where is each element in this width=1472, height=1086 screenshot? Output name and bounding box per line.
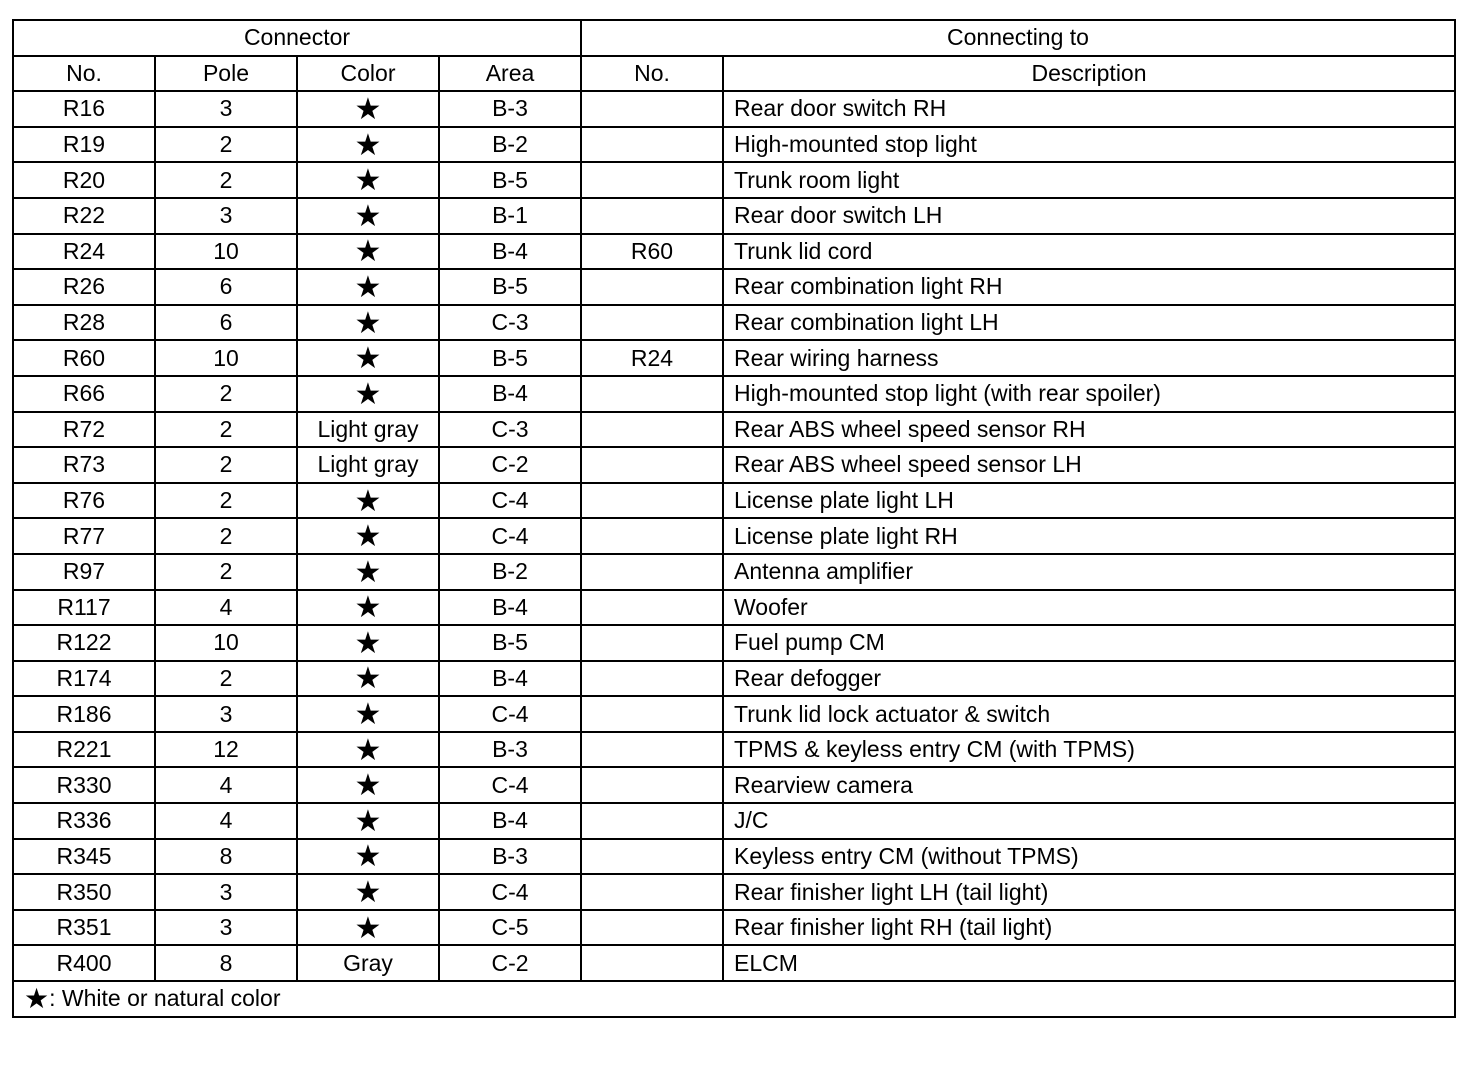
color-cell (297, 767, 439, 803)
description-cell: Keyless entry CM (without TPMS) (723, 839, 1455, 875)
table-row (13, 447, 1455, 483)
table-row (13, 518, 1455, 554)
star-icon: ★ (354, 342, 382, 376)
description-cell: J/C (723, 803, 1455, 839)
pole-cell: 4 (155, 590, 297, 626)
color-cell (297, 590, 439, 626)
area-cell: C-3 (439, 305, 581, 341)
table-body (13, 91, 1455, 981)
color-cell (297, 518, 439, 554)
pole-cell: 2 (155, 162, 297, 198)
color-cell: Light gray (297, 447, 439, 483)
description-cell: Rear door switch RH (723, 91, 1455, 127)
color-cell (297, 732, 439, 768)
table-row (13, 732, 1455, 768)
star-icon: ★ (354, 804, 382, 838)
description-cell: Rear finisher light RH (tail light) (723, 910, 1455, 946)
area-cell: B-4 (439, 590, 581, 626)
pole-cell: 3 (155, 91, 297, 127)
color-cell (297, 554, 439, 590)
connecting-no-cell (581, 483, 723, 519)
pole-cell: 6 (155, 269, 297, 305)
area-cell: B-4 (439, 234, 581, 270)
connector-no-cell: R186 (13, 696, 155, 732)
connector-no-cell: R174 (13, 661, 155, 697)
description-cell: Trunk room light (723, 162, 1455, 198)
star-icon: ★ (354, 876, 382, 910)
connector-no-cell: R20 (13, 162, 155, 198)
area-cell: C-4 (439, 483, 581, 519)
connecting-no-cell (581, 590, 723, 626)
connecting-no-cell (581, 945, 723, 981)
area-cell: B-3 (439, 91, 581, 127)
area-cell: C-3 (439, 412, 581, 448)
color-cell (297, 839, 439, 875)
area-cell: B-5 (439, 269, 581, 305)
area-column-header: Area (439, 56, 581, 92)
connector-no-cell: R60 (13, 340, 155, 376)
description-cell: Trunk lid cord (723, 234, 1455, 270)
pole-cell: 3 (155, 696, 297, 732)
legend-text: : White or natural color (49, 984, 281, 1011)
pole-column-header: Pole (155, 56, 297, 92)
table-row (13, 162, 1455, 198)
table-row (13, 696, 1455, 732)
pole-cell: 10 (155, 234, 297, 270)
table-row (13, 839, 1455, 875)
pole-cell: 12 (155, 732, 297, 768)
connecting-no-cell (581, 447, 723, 483)
color-cell (297, 127, 439, 163)
connecting-no-cell: R60 (581, 234, 723, 270)
table-row (13, 803, 1455, 839)
area-cell: C-4 (439, 767, 581, 803)
star-icon: ★ (354, 164, 382, 198)
star-icon: ★ (354, 698, 382, 732)
star-icon: ★ (354, 306, 382, 340)
connecting-no-cell (581, 839, 723, 875)
area-cell: B-2 (439, 127, 581, 163)
star-icon: ★ (354, 235, 382, 269)
connecting-no-cell (581, 767, 723, 803)
area-cell: B-5 (439, 625, 581, 661)
connector-no-cell: R22 (13, 198, 155, 234)
star-icon: ★ (24, 982, 50, 1014)
area-cell: B-4 (439, 803, 581, 839)
star-icon: ★ (354, 520, 382, 554)
connector-no-cell: R73 (13, 447, 155, 483)
pole-cell: 3 (155, 198, 297, 234)
connecting-no-cell (581, 661, 723, 697)
connecting-no-cell (581, 412, 723, 448)
color-cell: Gray (297, 945, 439, 981)
connecting-no-cell (581, 874, 723, 910)
color-cell (297, 696, 439, 732)
area-cell: C-2 (439, 945, 581, 981)
description-cell: Antenna amplifier (723, 554, 1455, 590)
table-row (13, 91, 1455, 127)
connector-no-cell: R19 (13, 127, 155, 163)
table-row (13, 767, 1455, 803)
color-cell (297, 269, 439, 305)
pole-cell: 2 (155, 483, 297, 519)
description-cell: License plate light RH (723, 518, 1455, 554)
color-cell (297, 340, 439, 376)
table-row (13, 590, 1455, 626)
color-cell (297, 910, 439, 946)
description-cell: Woofer (723, 590, 1455, 626)
connector-no-cell: R122 (13, 625, 155, 661)
connector-no-cell: R350 (13, 874, 155, 910)
connecting-no-cell (581, 518, 723, 554)
star-icon: ★ (354, 840, 382, 874)
table-row (13, 483, 1455, 519)
description-cell: Rear combination light RH (723, 269, 1455, 305)
pole-cell: 6 (155, 305, 297, 341)
description-cell: Rear wiring harness (723, 340, 1455, 376)
connector-no-cell: R97 (13, 554, 155, 590)
table-row (13, 269, 1455, 305)
connector-table (12, 19, 1456, 1018)
description-cell: TPMS & keyless entry CM (with TPMS) (723, 732, 1455, 768)
connector-no-cell: R66 (13, 376, 155, 412)
description-cell: License plate light LH (723, 483, 1455, 519)
connector-no-cell: R16 (13, 91, 155, 127)
connector-no-cell: R221 (13, 732, 155, 768)
color-cell (297, 234, 439, 270)
pole-cell: 3 (155, 910, 297, 946)
color-cell: Light gray (297, 412, 439, 448)
star-icon: ★ (354, 128, 382, 162)
color-cell (297, 376, 439, 412)
pole-cell: 10 (155, 625, 297, 661)
connector-no-cell: R26 (13, 269, 155, 305)
description-cell: High-mounted stop light (723, 127, 1455, 163)
description-cell: Fuel pump CM (723, 625, 1455, 661)
connecting-no-cell (581, 305, 723, 341)
star-icon: ★ (354, 92, 382, 126)
star-icon: ★ (354, 199, 382, 233)
no-column-header: No. (13, 56, 155, 92)
connector-no-cell: R24 (13, 234, 155, 270)
connector-no-cell: R77 (13, 518, 155, 554)
description-cell: ELCM (723, 945, 1455, 981)
star-icon: ★ (354, 591, 382, 625)
area-cell: C-4 (439, 518, 581, 554)
pole-cell: 2 (155, 518, 297, 554)
connecting-no-cell (581, 269, 723, 305)
table-row (13, 198, 1455, 234)
table-row (13, 340, 1455, 376)
star-icon: ★ (354, 377, 382, 411)
table-row (13, 661, 1455, 697)
description-cell: Rear combination light LH (723, 305, 1455, 341)
connecting-no-cell: R24 (581, 340, 723, 376)
color-cell (297, 483, 439, 519)
connector-no-cell: R117 (13, 590, 155, 626)
description-cell: Rear door switch LH (723, 198, 1455, 234)
table-row (13, 234, 1455, 270)
connecting-no-cell (581, 803, 723, 839)
table-row (13, 127, 1455, 163)
star-icon: ★ (354, 626, 382, 660)
description-cell: Rear defogger (723, 661, 1455, 697)
connector-no-cell: R28 (13, 305, 155, 341)
connector-no-cell: R336 (13, 803, 155, 839)
color-column-header: Color (297, 56, 439, 92)
connecting-no-cell (581, 198, 723, 234)
pole-cell: 2 (155, 412, 297, 448)
area-cell: C-5 (439, 910, 581, 946)
area-cell: B-5 (439, 340, 581, 376)
pole-cell: 2 (155, 554, 297, 590)
area-cell: B-5 (439, 162, 581, 198)
pole-cell: 4 (155, 767, 297, 803)
description-column-header: Description (723, 56, 1455, 92)
color-cell (297, 91, 439, 127)
connecting-no-cell (581, 696, 723, 732)
area-cell: B-3 (439, 732, 581, 768)
star-icon: ★ (354, 555, 382, 589)
connecting-no-cell (581, 554, 723, 590)
area-cell: B-3 (439, 839, 581, 875)
connector-no-cell: R400 (13, 945, 155, 981)
connecting-no-cell (581, 376, 723, 412)
pole-cell: 2 (155, 376, 297, 412)
area-cell: B-2 (439, 554, 581, 590)
table-row (13, 874, 1455, 910)
connecting-no-cell (581, 910, 723, 946)
footer-row (13, 981, 1455, 1017)
connector-group-header: Connector (13, 20, 581, 56)
description-cell: Trunk lid lock actuator & switch (723, 696, 1455, 732)
table-row (13, 554, 1455, 590)
connecting-no-cell (581, 625, 723, 661)
connector-no-cell: R345 (13, 839, 155, 875)
legend-note (13, 981, 1455, 1017)
description-cell: Rear ABS wheel speed sensor RH (723, 412, 1455, 448)
group-header-row (13, 20, 1455, 56)
color-cell (297, 305, 439, 341)
pole-cell: 2 (155, 127, 297, 163)
area-cell: B-4 (439, 661, 581, 697)
connecting-no-cell (581, 127, 723, 163)
color-cell (297, 803, 439, 839)
area-cell: B-4 (439, 376, 581, 412)
connecting-no-column-header: No. (581, 56, 723, 92)
pole-cell: 10 (155, 340, 297, 376)
area-cell: C-4 (439, 696, 581, 732)
connector-no-cell: R351 (13, 910, 155, 946)
table-row (13, 910, 1455, 946)
column-header-row (13, 56, 1455, 92)
connecting-no-cell (581, 162, 723, 198)
star-icon: ★ (354, 484, 382, 518)
area-cell: C-4 (439, 874, 581, 910)
pole-cell: 4 (155, 803, 297, 839)
table-row (13, 412, 1455, 448)
star-icon: ★ (354, 270, 382, 304)
table-row (13, 625, 1455, 661)
table-row (13, 945, 1455, 981)
connecting-to-group-header: Connecting to (581, 20, 1455, 56)
color-cell (297, 874, 439, 910)
color-cell (297, 198, 439, 234)
star-icon: ★ (354, 733, 382, 767)
pole-cell: 8 (155, 945, 297, 981)
color-cell (297, 625, 439, 661)
pole-cell: 8 (155, 839, 297, 875)
pole-cell: 3 (155, 874, 297, 910)
star-icon: ★ (354, 769, 382, 803)
color-cell (297, 661, 439, 697)
connecting-no-cell (581, 732, 723, 768)
connector-no-cell: R72 (13, 412, 155, 448)
description-cell: Rear ABS wheel speed sensor LH (723, 447, 1455, 483)
description-cell: Rear finisher light LH (tail light) (723, 874, 1455, 910)
area-cell: B-1 (439, 198, 581, 234)
connector-no-cell: R330 (13, 767, 155, 803)
connecting-no-cell (581, 91, 723, 127)
description-cell: Rearview camera (723, 767, 1455, 803)
table-row (13, 376, 1455, 412)
star-icon: ★ (354, 662, 382, 696)
description-cell: High-mounted stop light (with rear spoiler) (723, 376, 1455, 412)
pole-cell: 2 (155, 661, 297, 697)
connector-no-cell: R76 (13, 483, 155, 519)
pole-cell: 2 (155, 447, 297, 483)
area-cell: C-2 (439, 447, 581, 483)
table-row (13, 305, 1455, 341)
color-cell (297, 162, 439, 198)
star-icon: ★ (354, 911, 382, 945)
